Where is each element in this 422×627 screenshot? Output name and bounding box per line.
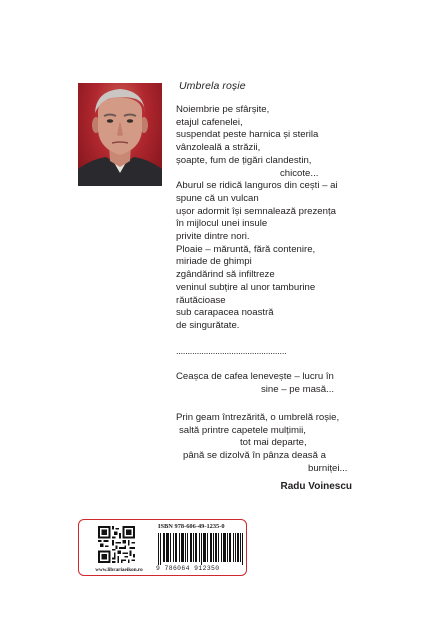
poem-line: miriade de ghimpi <box>176 256 252 268</box>
dotted-separator: ................................................ <box>176 346 287 356</box>
poem-line: sine – pe masă... <box>261 383 335 395</box>
poem-line: Ploaie – măruntă, fără contenire, <box>176 243 316 255</box>
poem-line: tot mai departe, <box>240 437 307 449</box>
barcode-bar <box>190 533 191 562</box>
barcode-bar <box>227 533 228 562</box>
barcode-bar <box>210 533 211 562</box>
barcode-bar <box>203 533 204 562</box>
poem-line: Ceașca de cafea lenevește – lucru în <box>176 371 334 382</box>
barcode-bar <box>205 533 206 562</box>
barcode-bar <box>191 533 192 562</box>
poem-line: burniței... <box>308 462 348 474</box>
poem-line: zgândărind să infiltreze <box>176 269 275 281</box>
poem-line: suspendat peste harnica și sterila <box>176 129 319 141</box>
poem-line: vânzoleală a străzii, <box>176 142 261 154</box>
poem-stanza-3 <box>176 412 354 476</box>
author-photo <box>78 83 162 186</box>
barcode-digits: 9 786064 912350 <box>156 565 220 572</box>
barcode-bar <box>221 533 222 562</box>
barcode-bar <box>213 533 214 562</box>
poem-line: șoapte, fum de țigări clandestin, <box>176 154 312 166</box>
isbn-label: ISBN 978-606-49-1235-0 <box>158 523 225 530</box>
poem-line: veninul subțire al unor tamburine <box>176 281 316 293</box>
publisher-info-box <box>78 519 247 576</box>
poem-line: Prin geam întrezărită, o umbrelă roșie, <box>176 412 340 423</box>
barcode-bar <box>237 533 238 562</box>
barcode-bar <box>182 533 183 562</box>
poem-line: răutăcioase <box>176 294 226 306</box>
poem-line: sub carapacea noastră <box>176 307 274 319</box>
barcode-bar <box>229 533 230 562</box>
barcode-bar <box>158 533 159 565</box>
barcode-bar <box>225 533 226 562</box>
barcode-bar <box>223 533 224 562</box>
barcode-bar <box>167 533 168 562</box>
poem-line: Noiembrie pe sfârșite, <box>176 104 270 115</box>
barcode-bar <box>240 533 241 562</box>
poem-line: de singurătate. <box>176 319 240 331</box>
barcode-bar <box>199 533 200 562</box>
barcode-bar <box>183 533 184 562</box>
barcode-bar <box>181 533 182 562</box>
barcode-bar <box>207 533 208 562</box>
poem-line: chicote... <box>280 167 319 179</box>
barcode-bar <box>233 533 234 562</box>
barcode-bar <box>235 533 236 562</box>
barcode-bar <box>166 533 167 562</box>
poem-line: ușor adormit își semnalează prezența <box>176 205 336 217</box>
barcode-bar <box>176 533 177 562</box>
barcode-icon <box>158 533 244 565</box>
barcode-bar <box>204 533 205 562</box>
poem-line: saltă printre capetele mulțimii, <box>179 424 306 436</box>
barcode-bar <box>185 533 186 562</box>
barcode-bar <box>193 533 194 562</box>
barcode-bar <box>224 533 225 562</box>
qr-code-icon <box>98 526 135 563</box>
poem-line: spune că un vulcan <box>176 192 259 204</box>
poem-line: în mijlocul unei insule <box>176 218 268 230</box>
barcode-bar <box>218 533 219 562</box>
barcode-bar <box>160 533 161 565</box>
barcode-bar <box>216 533 217 562</box>
barcode-bar <box>179 533 180 562</box>
barcode-bar <box>173 533 174 562</box>
author-portrait-icon <box>78 83 162 186</box>
barcode-bar <box>238 533 239 562</box>
barcode-bar <box>230 533 231 562</box>
author-name: Radu Voinescu <box>280 481 352 492</box>
poem-stanza-2 <box>176 371 354 396</box>
barcode-bar <box>211 533 212 562</box>
poem-stanza-1 <box>176 104 354 333</box>
barcode-bar <box>163 533 164 562</box>
barcode-bar <box>170 533 171 562</box>
poem-line: Aburul se ridică languros din cești – ai <box>176 180 338 192</box>
barcode-bar <box>175 533 176 562</box>
barcode-bar <box>195 533 196 562</box>
barcode-bar <box>164 533 165 562</box>
barcode-bar <box>215 533 216 562</box>
barcode-bar <box>168 533 169 562</box>
poem-line: etajul cafenelei, <box>176 116 243 128</box>
barcode-bar <box>187 533 188 562</box>
barcode-bar <box>196 533 197 562</box>
poem-title: Umbrela roșie <box>179 80 246 92</box>
barcode-bar <box>201 533 202 565</box>
poem-line: până se dizolvă în pânza deasă a <box>183 450 326 462</box>
publisher-website: www.librariaeikon.ro <box>95 567 143 573</box>
barcode-bar <box>242 533 243 565</box>
poem-line: privite dintre nori. <box>176 231 250 243</box>
